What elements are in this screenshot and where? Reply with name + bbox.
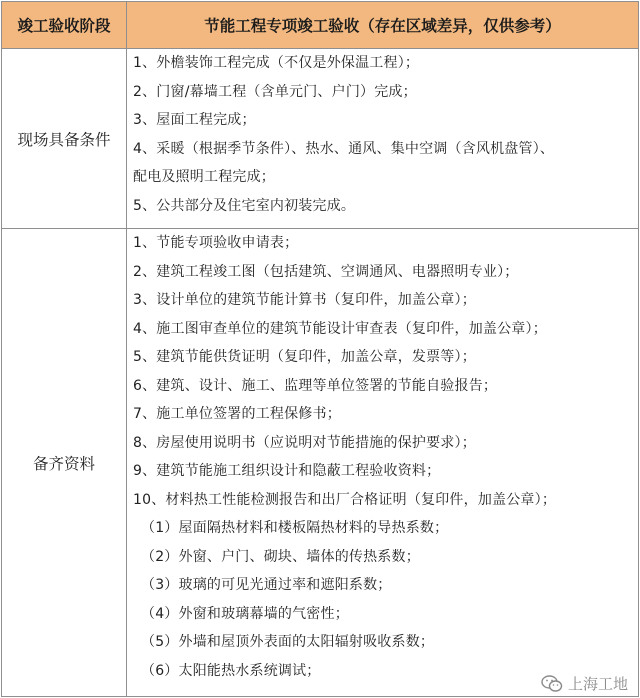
row-label-documents: 备齐资料: [2, 229, 127, 697]
list-item: 3、屋面工程完成；: [133, 112, 256, 128]
sub-list-item: （6）太阳能热水系统调试；: [141, 662, 321, 679]
table-row: [2, 49, 639, 229]
row-label-site-conditions: 现场具备条件: [2, 49, 127, 229]
list-item: 4、采暖（根据季节条件）、热水、通风、集中空调（含风机盘管）、: [133, 140, 555, 157]
list-item: 9、建筑节能施工组织设计和隐蔽工程验收资料；: [133, 463, 441, 479]
list-item: 1、节能专项验收申请表；: [133, 235, 299, 251]
sub-list-item: （5）外墙和屋顶外表面的太阳辐射吸收系数；: [141, 634, 435, 650]
site-conditions-list: [127, 49, 639, 229]
list-item: 3、设计单位的建筑节能计算书（复印件，加盖公章）；: [133, 292, 476, 308]
header-content: 节能工程专项竣工验收（存在区域差异，仅供参考）: [127, 2, 639, 49]
list-item: 1、外檐装饰工程完成（不仅是外保温工程）；: [133, 55, 420, 71]
header-stage: 竣工验收阶段: [2, 2, 127, 49]
list-item: 5、建筑节能供货证明（复印件，加盖公章，发票等）；: [133, 349, 476, 365]
documents-list: [127, 229, 639, 697]
list-item: 4、施工图审查单位的建筑节能设计审查表（复印件，加盖公章）；: [133, 320, 547, 337]
watermark: [541, 673, 628, 694]
list-item: 7、施工单位签署的工程保修书；: [133, 406, 341, 422]
sub-list-item: （3）玻璃的可见光通过率和遮阳系数；: [141, 577, 392, 593]
table-row: [2, 229, 639, 697]
acceptance-table: [1, 1, 639, 697]
list-item: 10、材料热工性能检测报告和出厂合格证明（复印件，加盖公章）；: [133, 491, 557, 508]
list-item: 2、建筑工程竣工图（包括建筑、空调通风、电器照明专业）；: [133, 263, 519, 280]
list-item: 2、门窗/幕墙工程（含单元门、户门）完成；: [133, 83, 417, 100]
wechat-icon: [541, 675, 563, 693]
header-row: [2, 2, 639, 49]
list-item: 5、公共部分及住宅室内初装完成。: [133, 197, 356, 214]
list-item: 配电及照明工程完成；: [133, 169, 275, 185]
watermark-text: 上海工地: [567, 675, 628, 693]
sub-list-item: （2）外窗、户门、砌块、墙体的传热系数；: [141, 548, 420, 565]
list-item: 8、房屋使用说明书（应说明对节能措施的保护要求）；: [133, 434, 476, 451]
list-item: 6、建筑、设计、施工、监理等单位签署的节能自验报告；: [133, 377, 498, 394]
sub-list-item: （4）外窗和玻璃幕墙的气密性；: [141, 605, 349, 622]
sub-list-item: （1）屋面隔热材料和楼板隔热材料的导热系数；: [141, 520, 449, 536]
